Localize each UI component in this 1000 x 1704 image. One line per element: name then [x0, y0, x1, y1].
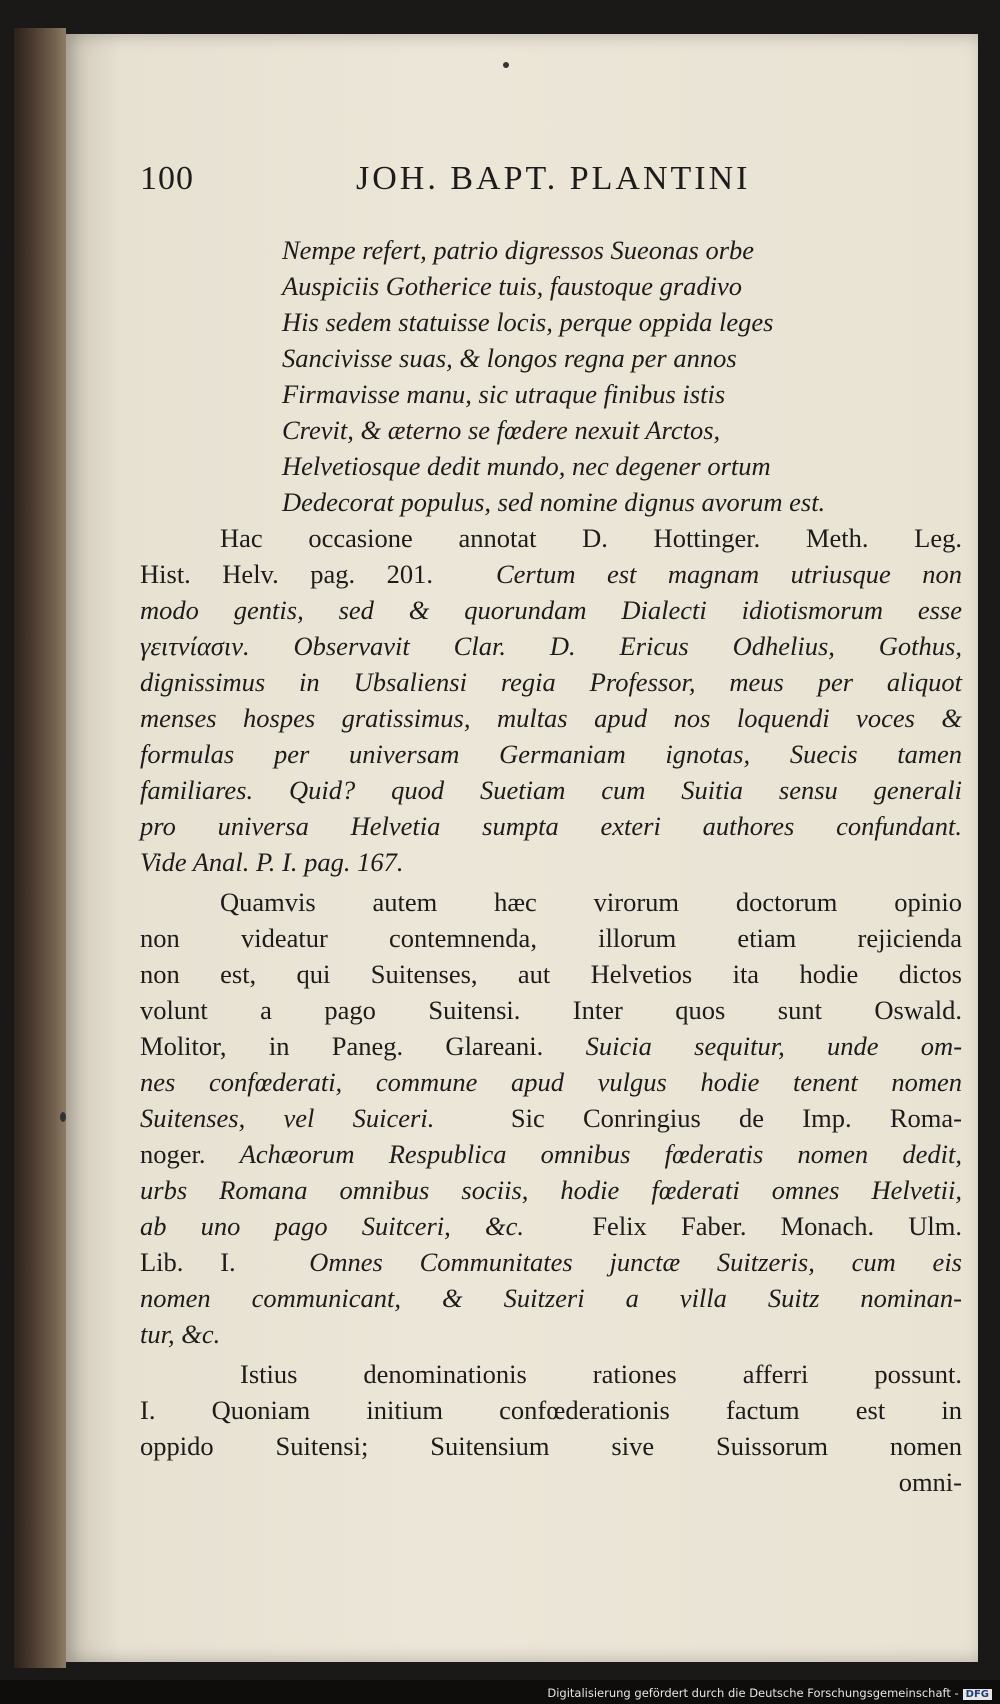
verse-line: His sedem statuisse locis, perque oppida leges	[282, 307, 774, 337]
footer-text: Digitalisierung gefördert durch die Deutsche Forschungsgemeinschaft -	[547, 1686, 959, 1700]
verse-line: Dedecorat populus, sed nomine dignus avorum est.	[282, 487, 826, 517]
text-span-italic: Certum est magnam utriusque non	[495, 559, 963, 589]
text-line: I. Quoniam initium confœderationis factum est in	[140, 1395, 962, 1425]
ink-dot	[60, 1112, 66, 1122]
paragraph-3	[140, 1356, 962, 1500]
text-line	[140, 1100, 962, 1136]
text-line: pro universa Helvetia sumpta exteri authores confundant.	[140, 811, 962, 841]
text-span: Sic Conringius de Imp. Roma-	[510, 1103, 962, 1133]
text-span-italic: Achæorum Respublica omnibus fœderatis nomen dedit,	[239, 1139, 962, 1169]
running-title: JOH. BAPT. PLANTINI	[356, 160, 751, 197]
verse-line: Crevit, & æterno se fœdere nexuit Arctos,	[282, 415, 721, 445]
text-line	[140, 1136, 962, 1172]
text-line: Quamvis autem hæc virorum doctorum opinio	[220, 887, 962, 917]
verse-line: Helvetiosque dedit mundo, nec degener ortum	[282, 451, 771, 481]
text-line: dignissimus in Ubsaliensi regia Professor, meus per aliquot	[140, 667, 962, 697]
text-line: nes confœderati, commune apud vulgus hodie tenent nomen	[140, 1067, 962, 1097]
text-line: nomen communicant, & Suitzeri a villa Suitz nominan-	[140, 1283, 962, 1313]
text-line: volunt a pago Suitensi. Inter quos sunt Oswald.	[140, 995, 962, 1025]
paragraph-1	[140, 520, 962, 880]
text-span: Felix Faber. Monach. Ulm.	[592, 1211, 962, 1241]
text-line	[140, 556, 962, 592]
text-span-italic: Suitenses, vel Suiceri.	[140, 1103, 435, 1133]
text-line: urbs Romana omnibus sociis, hodie fœderati omnes Helvetii,	[140, 1175, 962, 1205]
text-line: formulas per universam Germaniam ignotas, Suecis tamen	[140, 739, 962, 769]
book-spine	[14, 28, 66, 1668]
text-line: tur, &c.	[140, 1319, 221, 1349]
text-line: Istius denominationis rationes afferri possunt.	[240, 1359, 962, 1389]
verse-block	[140, 232, 962, 520]
text-line: menses hospes gratissimus, multas apud nos loquendi voces &	[140, 703, 962, 733]
text-line: Vide Anal. P. I. pag. 167.	[140, 847, 404, 877]
text-line: non videatur contemnenda, illorum etiam rejicienda	[140, 923, 962, 953]
text-line: familiares. Quid? quod Suetiam cum Suitia sensu generali	[140, 775, 962, 805]
text-span-italic: Suicia sequitur, unde om-	[585, 1031, 963, 1061]
verse-line: Sancivisse suas, & longos regna per annos	[282, 343, 737, 373]
catchword: omni-	[898, 1467, 962, 1497]
text-span: Hist. Helv. pag. 201.	[140, 559, 433, 589]
text-line: Hac occasione annotat D. Hottinger. Meth. Leg.	[220, 523, 962, 553]
text-line	[140, 1208, 962, 1244]
text-span-italic: Omnes Communitates junctæ Suitzeris, cum eis	[309, 1247, 962, 1277]
text-line: modo gentis, sed & quorundam Dialecti idiotismorum esse	[140, 595, 962, 625]
paragraph-2	[140, 884, 962, 1352]
verse-line: Firmavisse manu, sic utraque finibus istis	[282, 379, 726, 409]
page-number: 100	[140, 160, 194, 197]
dfg-logo: DFG	[963, 1689, 992, 1700]
text-line	[140, 1244, 962, 1280]
verse-line: Nempe refert, patrio digressos Sueonas orbe	[282, 235, 755, 265]
text-span: noger.	[140, 1139, 206, 1169]
text-span-italic: ab uno pago Suitceri, &c.	[140, 1211, 524, 1241]
ink-dot	[503, 62, 509, 68]
text-line: oppido Suitensi; Suitensium sive Suissorum nomen	[140, 1431, 962, 1461]
text-line: γειτνίασιν. Observavit Clar. D. Ericus Odhelius, Gothus,	[140, 631, 962, 661]
page-header	[140, 160, 840, 204]
text-span: Lib. I.	[140, 1247, 236, 1277]
footer-credit	[547, 1686, 992, 1700]
text-span: Molitor, in Paneg. Glareani.	[140, 1031, 544, 1061]
verse-line: Auspiciis Gotherice tuis, faustoque gradivo	[282, 271, 743, 301]
text-line: non est, qui Suitenses, aut Helvetios ita hodie dictos	[140, 959, 962, 989]
text-line	[140, 1028, 962, 1064]
